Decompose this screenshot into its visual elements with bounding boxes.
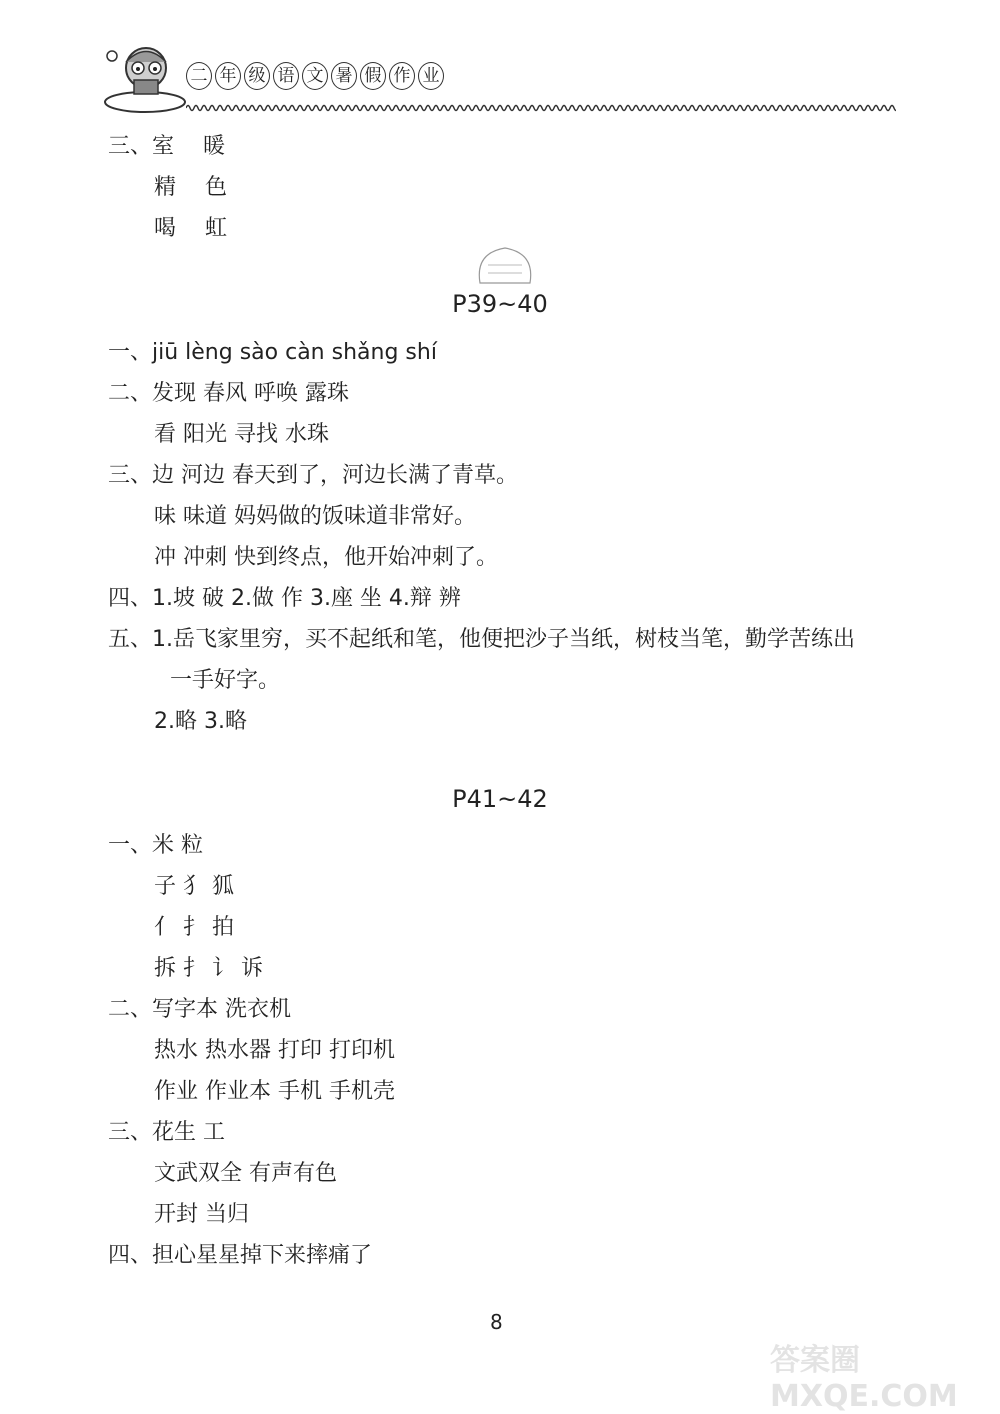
answer-text: 精 <box>154 175 177 200</box>
answer-line: 味 味道 妈妈做的饭味道非常好。 <box>154 504 476 529</box>
title-char: 年 <box>215 62 241 90</box>
answer-line: 拆 扌 讠 诉 <box>154 956 263 981</box>
answer-row <box>108 132 247 162</box>
title-char: 语 <box>273 62 299 90</box>
title-char: 级 <box>244 62 270 90</box>
title-char: 作 <box>389 62 415 90</box>
answer-line: 一、米 粒 <box>108 833 203 858</box>
page-header <box>100 36 900 126</box>
answer-line: 作业 作业本 手机 手机壳 <box>154 1079 395 1104</box>
answer-row <box>154 214 249 244</box>
answer-line: 一、jiū lèng sào càn shǎng shí <box>108 340 437 365</box>
answer-line: 四、担心星星掉下来摔痛了 <box>108 1243 373 1268</box>
answer-line: 二、写字本 洗衣机 <box>108 997 291 1022</box>
answer-line: 看 阳光 寻找 水珠 <box>154 422 329 447</box>
title-char: 二 <box>186 62 212 90</box>
answer-line: 三、边 河边 春天到了，河边长满了青草。 <box>108 463 518 488</box>
page-number: 8 <box>490 1310 503 1334</box>
answer-line: 开封 当归 <box>154 1202 249 1227</box>
answer-line: 子 犭 狐 <box>154 874 234 899</box>
mascot-icon <box>100 36 190 116</box>
answer-line: 冲 冲刺 快到终点，他开始冲刺了。 <box>154 545 498 570</box>
header-title <box>186 62 444 90</box>
answer-line: 一手好字。 <box>170 668 281 693</box>
answer-text: 色 <box>205 175 228 200</box>
section-title: P41~42 <box>452 785 548 813</box>
answer-text: 暖 <box>203 134 226 159</box>
answer-text: 喝 <box>154 216 177 241</box>
watermark: 答案圈 MXQE.COM <box>770 1343 958 1414</box>
title-char: 假 <box>360 62 386 90</box>
answer-line: 五、1.岳飞家里穷，买不起纸和笔，他便把沙子当纸，树枝当笔，勤学苦练出 <box>108 627 855 652</box>
stamp-icon <box>470 243 540 293</box>
answer-line: 热水 热水器 打印 打印机 <box>154 1038 395 1063</box>
answer-text: 虹 <box>205 216 228 241</box>
wavy-divider <box>186 102 896 114</box>
answer-line: 二、发现 春风 呼唤 露珠 <box>108 381 349 406</box>
answer-line: 亻 扌 拍 <box>154 915 234 940</box>
title-char: 业 <box>418 62 444 90</box>
answer-line: 2.略 3.略 <box>154 709 247 734</box>
answer-line: 三、花生 工 <box>108 1120 225 1145</box>
title-char: 文 <box>302 62 328 90</box>
answer-text: 三、室 <box>108 134 175 159</box>
answer-row <box>154 173 249 203</box>
section-title: P39~40 <box>452 290 548 318</box>
answer-line: 文武双全 有声有色 <box>154 1161 337 1186</box>
answer-line: 四、1.坡 破 2.做 作 3.座 坐 4.辩 辨 <box>108 586 461 611</box>
title-char: 暑 <box>331 62 357 90</box>
